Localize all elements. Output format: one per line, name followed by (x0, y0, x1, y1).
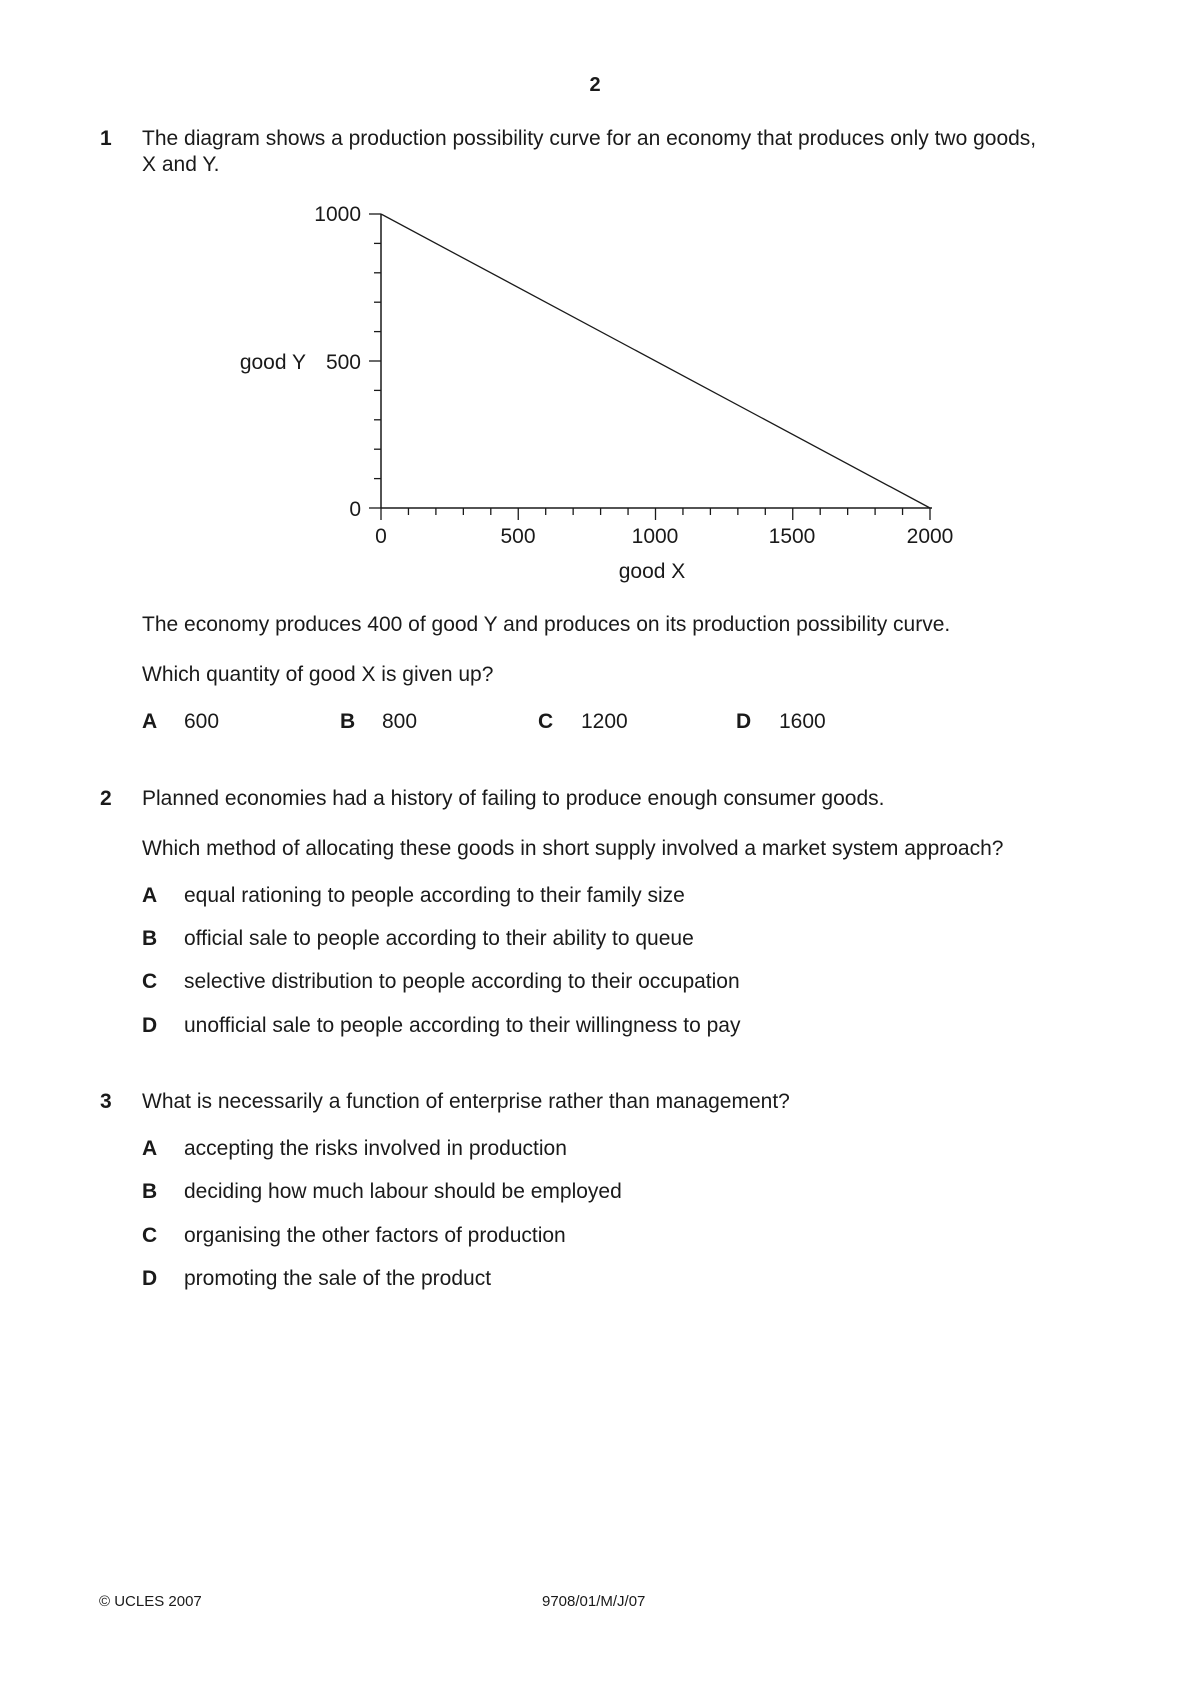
x-tick-label-1000: 1000 (631, 525, 679, 548)
q3-option-a-letter: A (142, 1137, 158, 1160)
q3-option-d-letter: D (142, 1267, 158, 1290)
question-1-line3: The economy produces 400 of good Y and produces on its production possibility curve. (142, 613, 951, 636)
q1-option-b-text: 800 (382, 710, 418, 733)
ppc-diagram (0, 0, 1190, 600)
footer-copyright: © UCLES 2007 (99, 1593, 202, 1610)
q1-option-c-letter: C (538, 710, 554, 733)
x-axis-minor-ticks (381, 508, 930, 520)
q2-option-c-letter: C (142, 970, 158, 993)
q3-option-b-text: deciding how much labour should be employed (184, 1180, 622, 1203)
q1-option-d-text: 1600 (779, 710, 826, 733)
q3-option-b-letter: B (142, 1180, 158, 1203)
page-number: 2 (589, 74, 601, 96)
question-2-stem-line1: Planned economies had a history of failing to produce enough consumer goods. (142, 787, 885, 810)
q1-option-d-letter: D (736, 710, 752, 733)
x-tick-label-2000: 2000 (906, 525, 954, 548)
x-tick-label-1500: 1500 (768, 525, 816, 548)
q3-option-c-text: organising the other factors of production (184, 1224, 566, 1247)
question-3-number: 3 (100, 1090, 112, 1113)
q3-option-a-text: accepting the risks involved in production (184, 1137, 567, 1160)
q2-option-b-letter: B (142, 927, 158, 950)
q2-option-a-text: equal rationing to people according to their family size (184, 884, 685, 907)
x-axis-label: good X (618, 560, 686, 583)
y-tick-label-1000: 1000 (314, 203, 361, 226)
q2-option-d-letter: D (142, 1014, 158, 1037)
q1-option-c-text: 1200 (581, 710, 628, 733)
question-1-stem-line1: The diagram shows a production possibility curve for an economy that produces only two goods, (142, 127, 1037, 150)
production-possibility-curve (381, 214, 930, 508)
q2-option-d-text: unofficial sale to people according to their willingness to pay (184, 1014, 741, 1037)
y-axis-minor-ticks (369, 214, 381, 508)
question-3-stem-line1: What is necessarily a function of enterprise rather than management? (142, 1090, 790, 1113)
q1-option-a-letter: A (142, 710, 158, 733)
x-tick-label-0: 0 (375, 525, 387, 548)
q3-option-d-text: promoting the sale of the product (184, 1267, 492, 1290)
y-tick-label-500: 500 (325, 351, 361, 374)
question-2-number: 2 (100, 787, 112, 810)
question-1-line4: Which quantity of good X is given up? (142, 663, 494, 686)
q1-option-b-letter: B (340, 710, 356, 733)
q1-option-a-text: 600 (184, 710, 220, 733)
q2-option-b-text: official sale to people according to their ability to queue (184, 927, 694, 950)
y-tick-label-0: 0 (349, 498, 361, 521)
q3-option-c-letter: C (142, 1224, 158, 1247)
footer-code: 9708/01/M/J/07 (542, 1593, 646, 1610)
question-1-number: 1 (100, 127, 112, 150)
x-tick-label-500: 500 (500, 525, 536, 548)
q2-option-a-letter: A (142, 884, 158, 907)
question-2-stem-line2: Which method of allocating these goods in short supply involved a market system approach? (142, 837, 1004, 860)
q2-option-c-text: selective distribution to people according to their occupation (184, 970, 740, 993)
question-1-stem-line2: X and Y. (142, 153, 220, 176)
y-axis-label: good Y (239, 351, 306, 374)
